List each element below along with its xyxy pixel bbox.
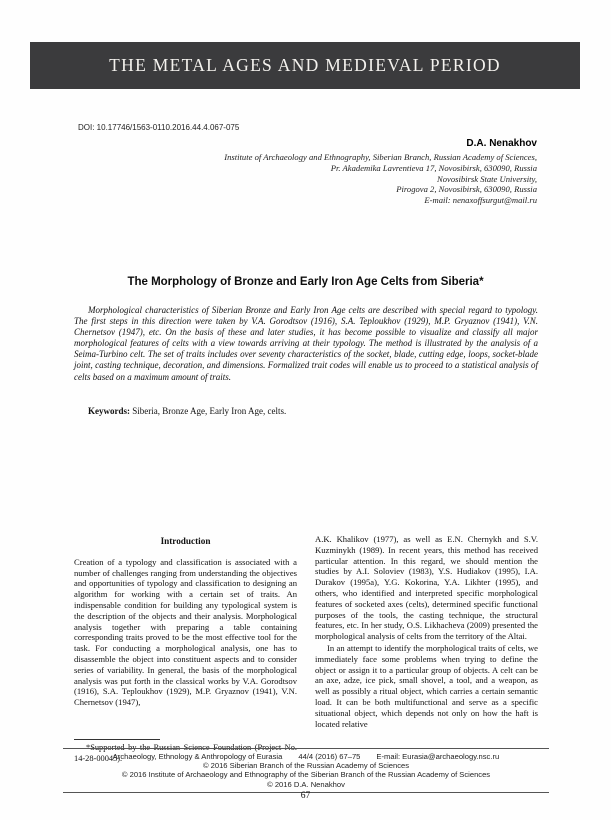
affiliation-line: Pirogova 2, Novosibirsk, 630090, Russia — [396, 184, 537, 195]
author-name: D.A. Nenakhov — [466, 138, 537, 149]
journal-footer — [63, 748, 549, 793]
left-column — [74, 534, 297, 762]
keywords-line — [74, 406, 538, 416]
footer-copyright-3: © 2016 D.A. Nenakhov — [267, 779, 345, 789]
footer-email: E-mail: Eurasia@archaeology.nsc.ru — [376, 752, 500, 761]
affiliation-line: Novosibirsk State University, — [436, 173, 537, 184]
footnote-separator — [74, 739, 160, 740]
author-block — [224, 138, 537, 206]
section-heading-introduction: Introduction — [160, 536, 211, 546]
footer-issue-pages: 44/4 (2016) 67–75 — [298, 752, 361, 761]
abstract-paragraph: Morphological characteristics of Siberian Bronze and Early Iron Age celts are described with special regard to typology. The first steps in this direction were taken by V.A. Gorodtsov (1916), S.A. Teploukhov (1929), M.P. Gryaznov (1941), V.N. Chernetsov (1947), etc. On the basis of these and later studies, it has become possible to visualize and classify all major morphological features of celts with a view towards arriving at their typology. The method is illustrated by the analysis of a Seima-Turbino celt. The set of traits includes over seventy characteristics of the socket, blade, cutting edge, loops, socket-blade joint, casting technique, decoration, and dimensions. Formalized trait codes will enable us to proceed to a statistical analysis of celts based on a maximum amount of traits. — [74, 305, 538, 382]
right-column — [315, 534, 538, 762]
section-banner-title: THE METAL AGES AND MEDIEVAL PERIOD — [109, 55, 501, 75]
affiliation-line: Institute of Archaeology and Ethnography, Siberian Branch, Russian Academy of Sciences, — [224, 152, 537, 162]
two-column-body — [74, 534, 538, 762]
affiliation-line: Pr. Akademika Lavrentieva 17, Novosibirsk, 630090, Russia — [330, 162, 537, 173]
body-paragraph: In an attempt to identify the morphological traits of celts, we immediately face some problems when trying to define the object or assign it to a particular group of objects. A celt can be an axe, adze, ice pick, small shovel, a tool, and a weapon, as well as possibly a ritual object, which carries a certain semantic load. It can be both multifunctional and serve as a specific situational object, which depends not only on how the haft is located relative — [315, 642, 538, 729]
keywords-text: Siberia, Bronze Age, Early Iron Age, celts. — [130, 406, 287, 416]
author-email: E-mail: nenaxoffsurgut@mail.ru — [424, 195, 537, 206]
footer-copyright-1: © 2016 Siberian Branch of the Russian Academy of Sciences — [202, 761, 410, 771]
doi-line: DOI: 10.17746/1563-0110.2016.44.4.067-075 — [78, 123, 240, 132]
footnote-text: *Supported by the Russian Science Foundation (Project No. 14-28-00045). — [74, 743, 297, 763]
page-number: 67 — [300, 791, 311, 801]
keywords-label: Keywords: — [88, 406, 130, 416]
footer-citation-line — [63, 752, 549, 761]
section-banner — [30, 42, 580, 89]
footer-copyright-2: © 2016 Institute of Archaeology and Ethnography of the Siberian Branch of the Russian Academy of Sciences — [121, 770, 491, 780]
body-paragraph: A.K. Khalikov (1977), as well as E.N. Chernykh and S.V. Kuzminykh (1989). In recent years, this method has received particular attention. In this regard, we should mention the studies by A.I. Soloviev (1983), Y.S. Hudiakov (1995), I.A. Durakov (1995a), Y.G. Kokorina, Y.A. Likhter (1995), and others, who identified and interpreted specific morphological features of socketed axes (celts), determined specific functional purposes of the tools, the casting technique, the structural features, etc. In her study, O.S. Likhacheva (2009) presented the morphological analysis of celts from the territory of the Altai. — [315, 534, 538, 642]
paper-title: The Morphology of Bronze and Early Iron Age Celts from Siberia* — [127, 276, 484, 288]
footer-journal-name: Archaeology, Ethnology & Anthropology of Eurasia — [112, 752, 283, 761]
body-paragraph: Creation of a typology and classification is associated with a number of challenges ranging from understanding the objectives and opportunities of typology and classification to designing an algorithm for working with a certain set of traits. An indispensable condition for building any typological system is the description of the objects and their analysis. Morphological analysis together with preparing a table containing corresponding traits proved to be the most effective tool for the task. For conducting a morphological analysis, one has to disassemble the object into constituent aspects and to consider series of variability. In general, the basis of the morphological analysis was put forth in the classical works by V.A. Gorodtsov (1916), S.A. Teploukhov (1929), M.P. Gryaznov (1941), V.N. Chernetsov (1947), — [74, 556, 297, 708]
